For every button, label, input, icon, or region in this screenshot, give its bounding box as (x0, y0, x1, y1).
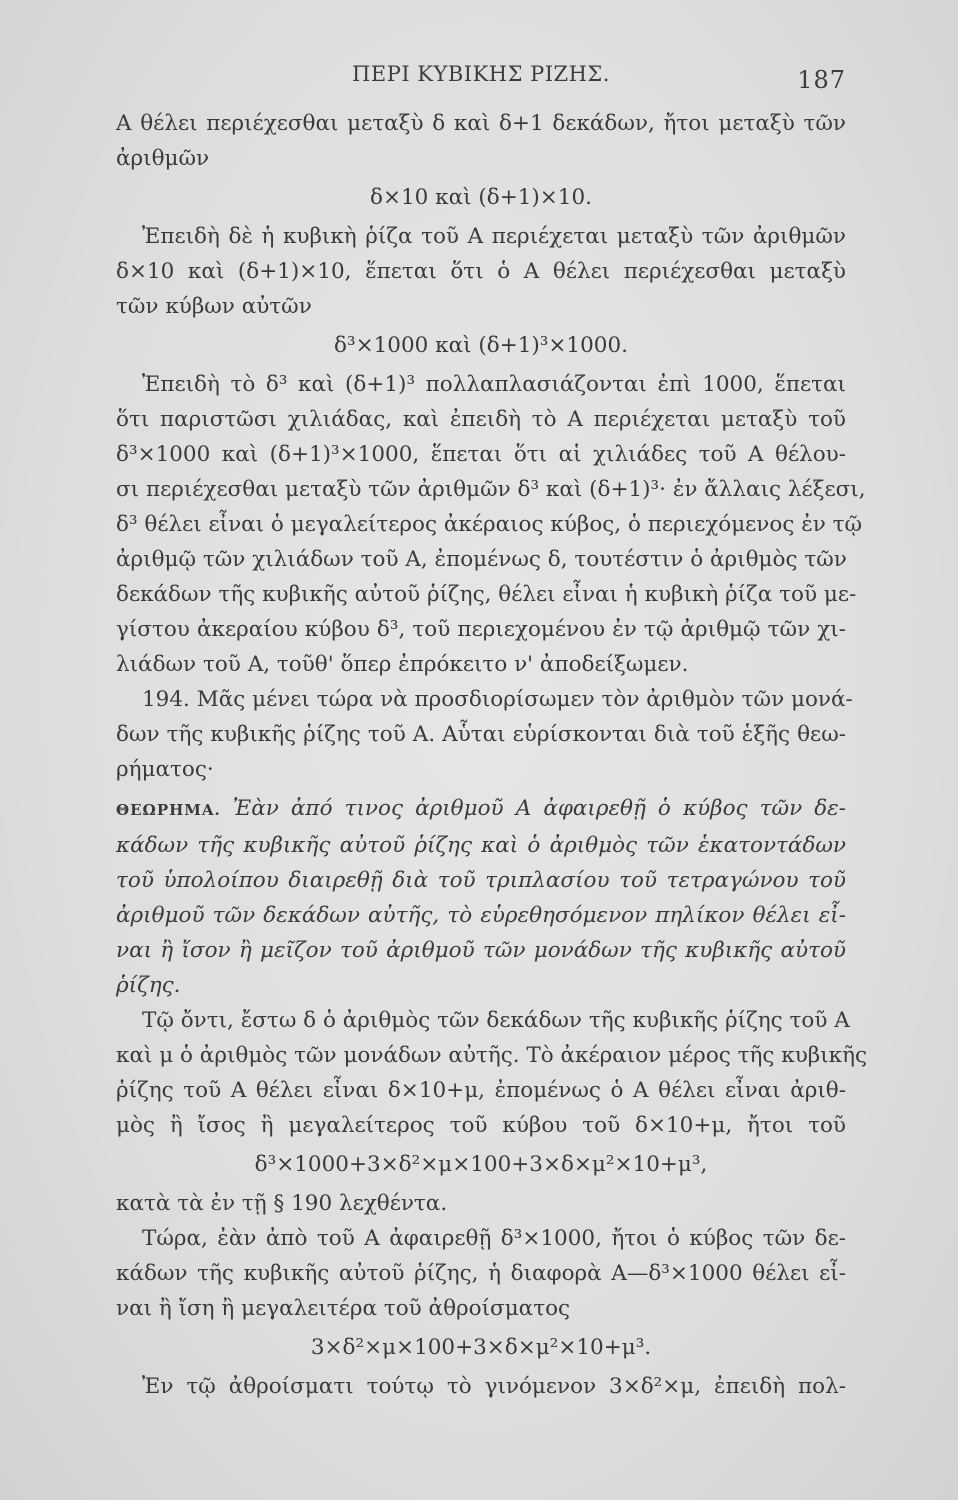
text-line: λιάδων τοῦ Α, τοῦθ' ὅπερ ἐπρόκειτο ν' ἀποδείξωμεν. (116, 652, 689, 677)
paragraph-5 (116, 1003, 868, 1143)
text-line: καὶ μ ὁ ἀριθμὸς τῶν μονάδων αὐτῆς. Τὸ ἀκέραιον μέρος τῆς κυβικῆς (116, 1043, 868, 1068)
running-head (116, 62, 846, 106)
running-title: ΠΕΡΙ ΚΥΒΙΚΗΣ ΡΙΖΗΣ. (352, 62, 610, 86)
text-line: τῶν κύβων αὐτῶν (116, 294, 312, 319)
theorem-line (116, 791, 846, 828)
page-number: 187 (797, 66, 846, 94)
text-line: ὅτι παριστῶσι χιλιάδας, καὶ ἐπειδὴ τὸ Α περιέχεται μεταξὺ τοῦ (116, 407, 846, 432)
text-line: σι περιέχεσθαι μεταξὺ τῶν ἀριθμῶν δ³ καὶ (δ+1)³· ἐν ἄλλαις λέξεσι, (116, 477, 866, 502)
theorem (116, 791, 846, 1003)
paragraph-2 (116, 219, 846, 324)
paragraph-1 (116, 106, 846, 176)
text-line: δ×10 καὶ (δ+1)×10, ἕπεται ὅτι ὁ Α θέλει περιέχεσθαι μεταξὺ (116, 259, 846, 284)
text-line: κατὰ τὰ ἐν τῇ § 190 λεχθέντα. (116, 1191, 448, 1216)
theorem-line: τοῦ ὑπολοίπου διαιρεθῇ διὰ τοῦ τριπλασίου τοῦ τετραγώνου τοῦ (116, 868, 846, 893)
text-line: ναι ἢ ἴση ἢ μεγαλειτέρα τοῦ ἀθροίσματος (116, 1296, 571, 1321)
theorem-line: κάδων τῆς κυβικῆς αὐτοῦ ῥίζης καὶ ὁ ἀριθμὸς τῶν ἑκατοντάδων (116, 833, 846, 858)
text-line: Τώρα, ἐὰν ἀπὸ τοῦ Α ἀφαιρεθῇ δ³×1000, ἤτοι ὁ κύβος τῶν δε- (142, 1226, 846, 1251)
theorem-label: ΘΕΩΡΗΜΑ. (116, 801, 221, 819)
text-line: ἀριθμῶν (116, 146, 210, 171)
paragraph-6 (116, 1186, 846, 1221)
text-line: 194. Μᾶς μένει τώρα νὰ προσδιορίσωμεν τὸν ἀριθμὸν τῶν μονά- (142, 687, 853, 712)
paragraph-8 (116, 1369, 846, 1404)
theorem-line: ῥίζης. (116, 973, 181, 998)
text-line: ρήματος· (116, 757, 214, 782)
text-line: ἀριθμῷ τῶν χιλιάδων τοῦ Α, ἐπομένως δ, τουτέστιν ὁ ἀριθμὸς τῶν (116, 547, 847, 572)
text-line: δων τῆς κυβικῆς ῥίζης τοῦ Α. Αὗται εὑρίσκονται διὰ τοῦ ἑξῆς θεω- (116, 722, 846, 747)
text-line: μὸς ἢ ἴσος ἢ μεγαλείτερος τοῦ κύβου τοῦ δ×10+μ, ἤτοι τοῦ (116, 1113, 846, 1138)
text-line: δ³ θέλει εἶναι ὁ μεγαλείτερος ἀκέραιος κύβος, ὁ περιεχόμενος ἐν τῷ (116, 512, 863, 537)
text-line: γίστου ἀκεραίου κύβου δ³, τοῦ περιεχομένου ἐν τῷ ἀριθμῷ τῶν χι- (116, 617, 846, 642)
paragraph-4 (116, 682, 853, 787)
paragraph-3 (116, 367, 866, 682)
text-line: ῥίζης τοῦ Α θέλει εἶναι δ×10+μ, ἐπομένως ὁ Α θέλει εἶναι ἀριθ- (116, 1078, 846, 1103)
text-line: Ἐπειδὴ τὸ δ³ καὶ (δ+1)³ πολλαπλασιάζονται ἐπὶ 1000, ἕπεται (142, 372, 846, 397)
text-line: Ἐπειδὴ δὲ ἡ κυβικὴ ῥίζα τοῦ Α περιέχεται μεταξὺ τῶν ἀριθμῶν (142, 224, 846, 249)
formula-2: δ³×1000 καὶ (δ+1)³×1000. (334, 333, 628, 358)
text-line: δ³×1000 καὶ (δ+1)³×1000, ἕπεται ὅτι αἱ χιλιάδες τοῦ Α θέλου- (116, 442, 846, 467)
text-line: κάδων τῆς κυβικῆς αὐτοῦ ῥίζης, ἡ διαφορὰ Α—δ³×1000 θέλει εἶ- (116, 1261, 846, 1286)
text-line: Ἐν τῷ ἀθροίσματι τούτῳ τὸ γινόμενον 3×δ²×μ, ἐπειδὴ πολ- (142, 1374, 846, 1399)
theorem-line: ναι ἢ ἴσον ἢ μεῖζον τοῦ ἀριθμοῦ τῶν μονάδων τῆς κυβικῆς αὐτοῦ (116, 938, 846, 963)
body-text (116, 106, 868, 1404)
theorem-line: ἀριθμοῦ τῶν δεκάδων αὐτῆς, τὸ εὑρεθησόμενον πηλίκον θέλει εἶ- (116, 903, 846, 928)
text-line: Τῷ ὄντι, ἔστω δ ὁ ἀριθμὸς τῶν δεκάδων τῆς κυβικῆς ῥίζης τοῦ Α (142, 1008, 850, 1033)
formula-4: 3×δ²×μ×100+3×δ×μ²×10+μ³. (310, 1335, 652, 1360)
formula-3: δ³×1000+3×δ²×μ×100+3×δ×μ²×10+μ³, (254, 1152, 708, 1177)
text-line: Α θέλει περιέχεσθαι μεταξὺ δ καὶ δ+1 δεκάδων, ἤτοι μεταξὺ τῶν (116, 111, 846, 136)
paragraph-7 (116, 1221, 846, 1326)
formula-1: δ×10 καὶ (δ+1)×10. (370, 185, 592, 210)
text-line: δεκάδων τῆς κυβικῆς αὐτοῦ ῥίζης, θέλει εἶναι ἡ κυβικὴ ῥίζα τοῦ με- (116, 582, 857, 607)
theorem-text: Ἐὰν ἀπό τινος ἀριθμοῦ Α ἀφαιρεθῇ ὁ κύβος τῶν δε- (232, 796, 846, 821)
